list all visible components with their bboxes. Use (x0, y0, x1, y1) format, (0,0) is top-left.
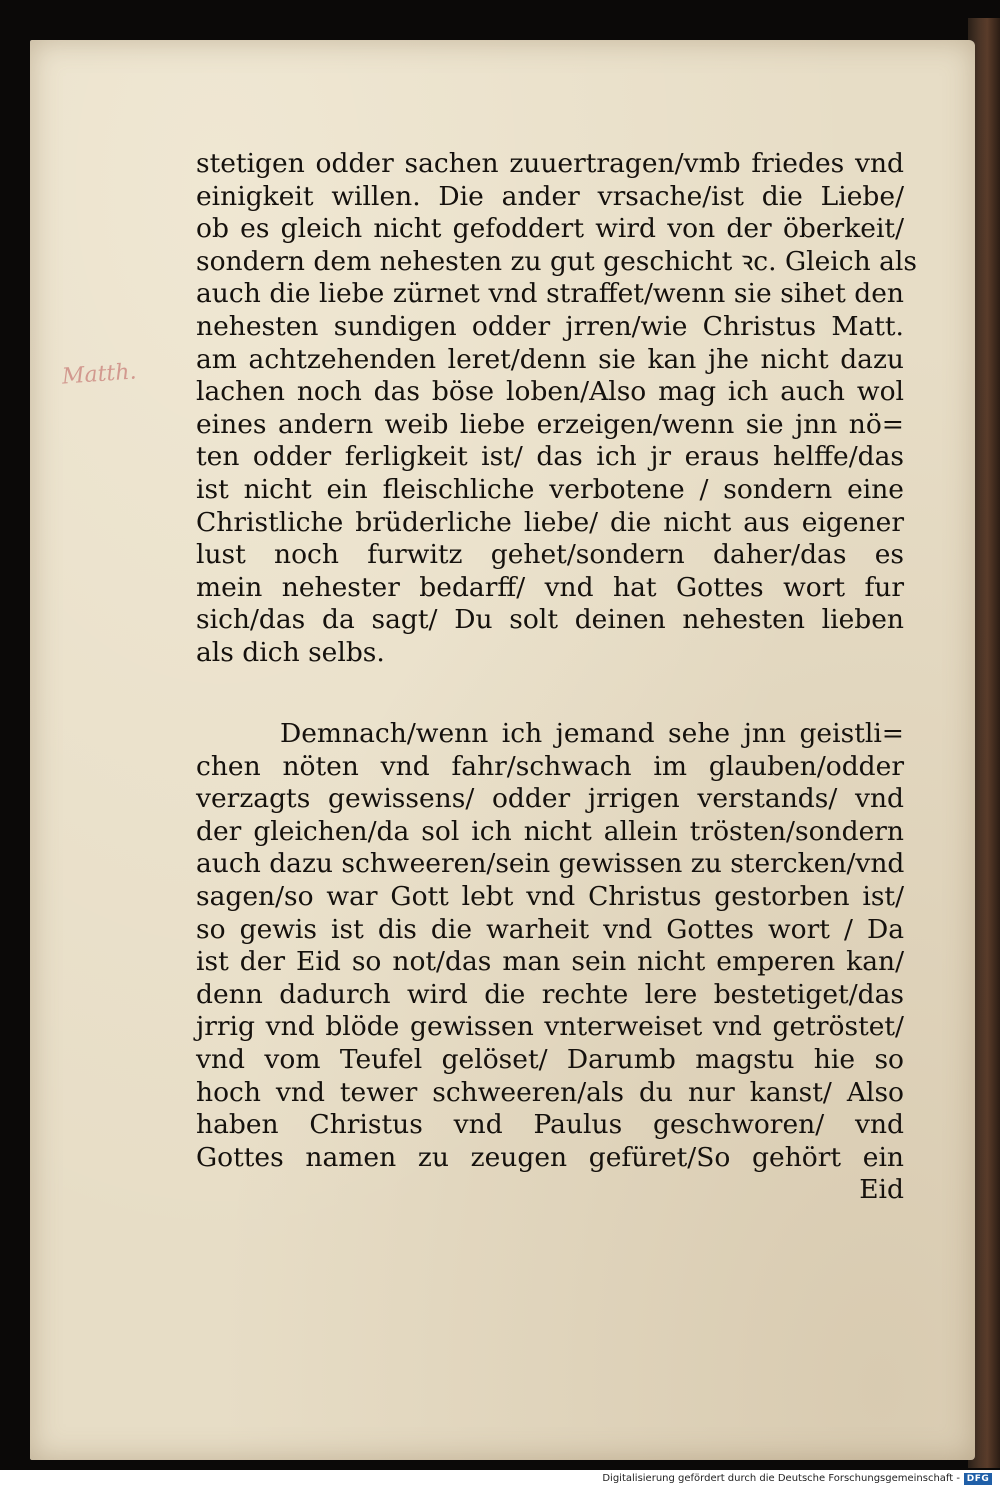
dfg-logo: DFG (964, 1473, 992, 1485)
paragraph-2 (196, 718, 904, 1207)
text-line: nehesten sundigen odder jrren/wie Christus Matt. (196, 310, 904, 342)
text-line: verzagts gewissens/ odder jrrigen verstands/ vnd (196, 783, 904, 815)
text-line: Gottes namen zu zeugen gefüret/So gehört ein (196, 1141, 904, 1173)
text-line: als dich selbs. (196, 636, 385, 668)
paragraph-1 (196, 148, 917, 670)
text-line: auch dazu schweeren/sein gewissen zu stercken/vnd (196, 848, 905, 880)
text-line: ob es gleich nicht gefoddert wird von der öberkeit/ (196, 213, 904, 245)
catchword: Eid (859, 1174, 904, 1206)
text-line: auch die liebe zürnet vnd straffet/wenn sie sihet den (196, 278, 904, 310)
text-line: hoch vnd tewer schweeren/als du nur kanst/ Also (196, 1076, 904, 1108)
text-line: sagen/so war Gott lebt vnd Christus gestorben ist/ (196, 880, 904, 912)
text-line: denn dadurch wird die rechte lere bestetiget/das (196, 978, 904, 1010)
text-line: Christliche brüderliche liebe/ die nicht aus eigener (196, 506, 904, 538)
handwritten-margin-note: Matth. (61, 359, 138, 390)
text-line: sich/das da sagt/ Du solt deinen nehesten lieben (196, 604, 904, 636)
text-line: eines andern weib liebe erzeigen/wenn sie jnn nö= (196, 408, 904, 440)
text-line: lust noch furwitz gehet/sondern daher/das es (196, 539, 904, 571)
text-line: einigkeit willen. Die ander vrsache/ist die Liebe/ (196, 180, 904, 212)
text-line: jrrig vnd blöde gewissen vnterweiset vnd getröstet/ (196, 1011, 904, 1043)
digitization-footer (0, 1470, 1000, 1488)
text-line: ten odder ferligkeit ist/ das ich jr eraus helffe/das (196, 441, 904, 473)
text-line: der gleichen/da sol ich nicht allein trösten/sondern (196, 815, 904, 847)
funding-credit: Digitalisierung gefördert durch die Deutsche Forschungsgemeinschaft - (602, 1473, 960, 1484)
text-line: ist nicht ein fleischliche verbotene / sondern eine (196, 473, 904, 505)
text-line: am achtzehenden leret/denn sie kan jhe nicht dazu (196, 343, 904, 375)
text-line: Demnach/wenn ich jemand sehe jnn geistli= (280, 718, 904, 749)
text-line: chen nöten vnd fahr/schwach im glauben/odder (196, 750, 904, 782)
text-line: so gewis ist dis die warheit vnd Gottes wort / Da (196, 913, 904, 945)
text-line: ist der Eid so not/das man sein nicht emperen kan/ (196, 946, 904, 978)
text-line: vnd vom Teufel gelöset/ Darumb magstu hie so (196, 1043, 904, 1075)
text-line: mein nehester bedarff/ vnd hat Gottes wort fur (196, 571, 904, 603)
text-line: sondern dem nehesten zu gut geschicht ꝛc. Gleich als (196, 245, 917, 277)
text-line: haben Christus vnd Paulus geschworen/ vnd (196, 1109, 904, 1141)
text-line: stetigen odder sachen zuuertragen/vmb friedes vnd (196, 148, 904, 179)
text-line: lachen noch das böse loben/Also mag ich auch wol (196, 376, 904, 408)
